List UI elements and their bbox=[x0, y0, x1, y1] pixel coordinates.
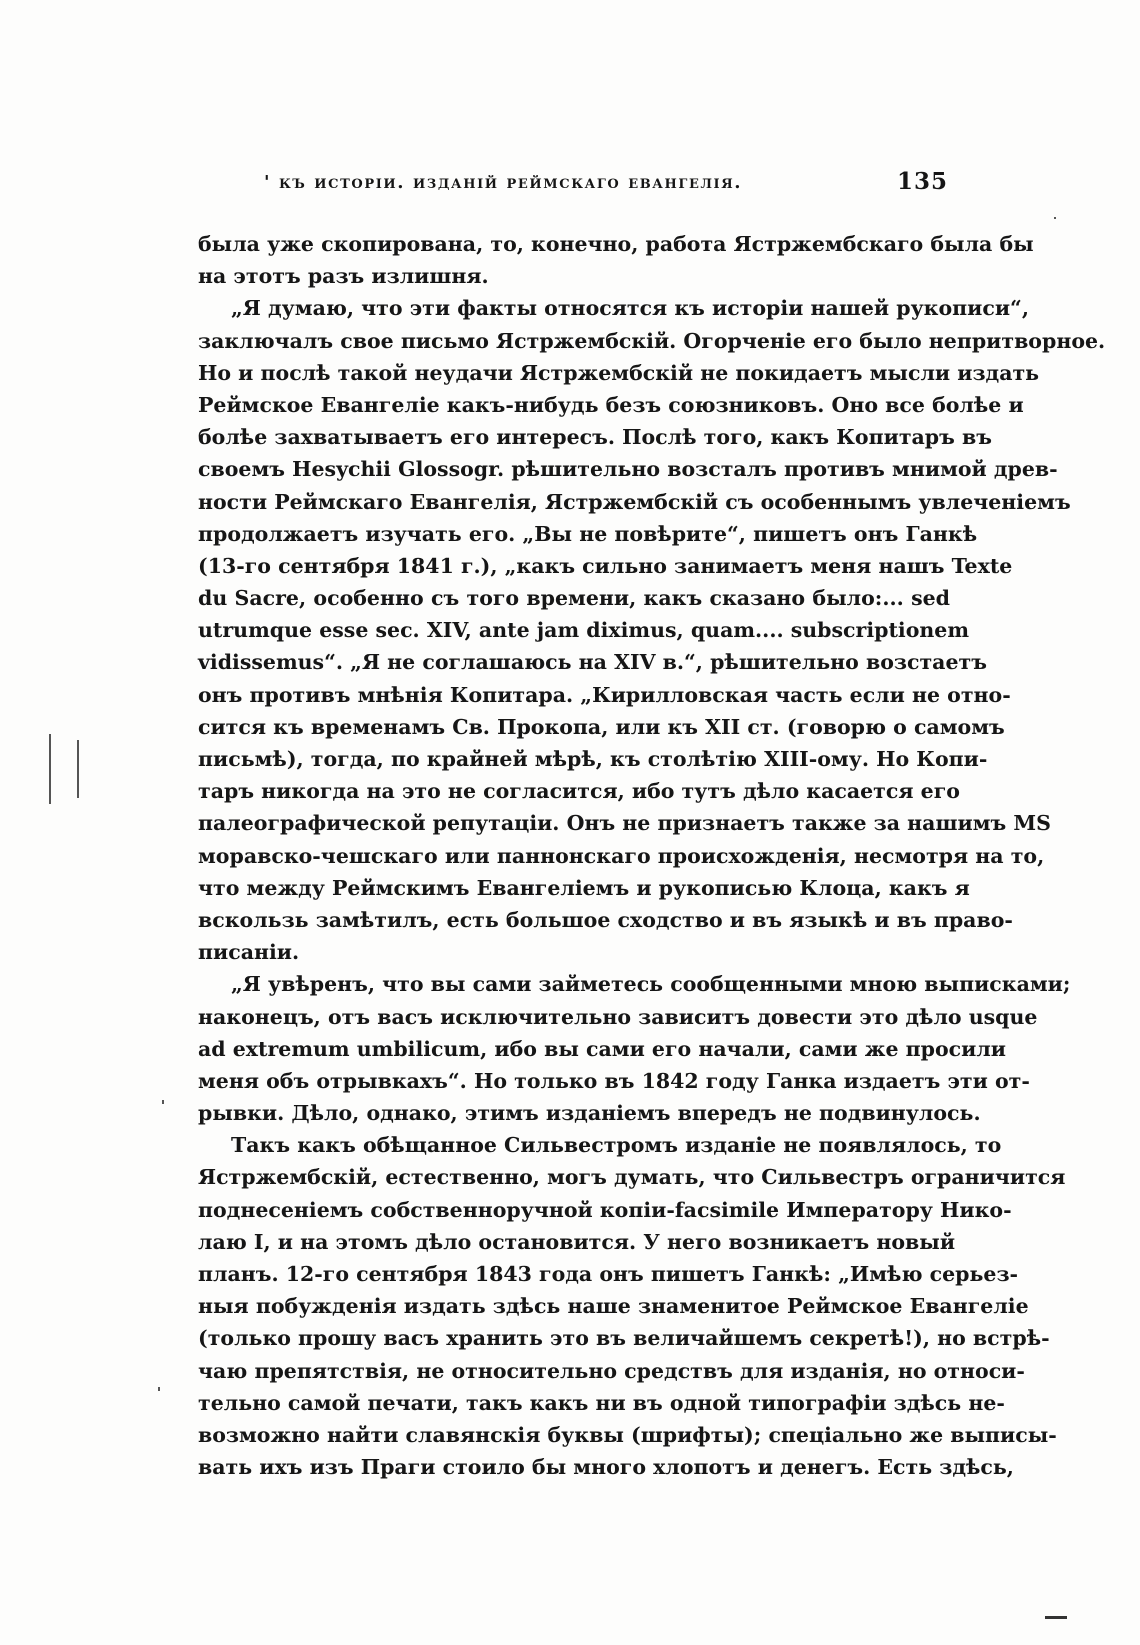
text-line: моравско-чешскаго или паннонскаго происхожденія, несмотря на то, bbox=[198, 843, 1045, 868]
text-line: Но и послѣ такой неудачи Ястржембскій не покидаетъ мысли издать bbox=[198, 360, 1040, 385]
margin-scan-mark bbox=[162, 1100, 164, 1104]
page-header bbox=[200, 170, 948, 200]
text-line: Реймское Евангеліе какъ-нибудь безъ союзниковъ. Оно все болѣе и bbox=[198, 392, 1024, 417]
text-line: Ястржембскій, естественно, могъ думать, что Сильвестръ ограничится bbox=[198, 1165, 1066, 1190]
text-line: du Sacre, особенно съ того времени, какъ сказано было:... sed bbox=[198, 586, 950, 611]
margin-scan-mark bbox=[49, 734, 51, 804]
text-line: наконецъ, отъ васъ исключительно зависитъ довести это дѣло usque bbox=[198, 1004, 1038, 1029]
text-line: (только прошу васъ хранить это въ величайшемъ секретѣ!), но встрѣ- bbox=[198, 1326, 1050, 1351]
page-number: 135 bbox=[896, 168, 948, 195]
text-line: вать ихъ изъ Праги стоило бы много хлопотъ и денегъ. Есть здѣсь, bbox=[198, 1455, 1014, 1480]
text-line: поднесеніемъ собственноручной копіи-facsimile Императору Нико- bbox=[198, 1197, 1012, 1222]
text-line: планъ. 12-го сентября 1843 года онъ пишетъ Ганкѣ: „Имѣю серьез- bbox=[198, 1262, 1019, 1286]
text-line: заключалъ свое письмо Ястржембскій. Огорченіе его было непритворное. bbox=[198, 328, 1106, 353]
text-line: рывки. Дѣло, однако, этимъ изданіемъ впередъ не подвинулось. bbox=[198, 1101, 981, 1126]
margin-scan-mark bbox=[158, 1387, 160, 1391]
text-line: болѣе захватываетъ его интересъ. Послѣ того, какъ Копитаръ въ bbox=[198, 425, 992, 450]
text-line: палеографической репутаціи. Онъ не признаетъ также за нашимъ MS bbox=[198, 811, 1051, 836]
text-line: продолжаетъ изучать его. „Вы не повѣрите“, пишетъ онъ Ганкѣ bbox=[198, 521, 978, 546]
text-line: своемъ Hesychii Glossogr. рѣшительно возсталъ противъ мнимой древ- bbox=[198, 457, 1058, 482]
running-title: ' къ исторіи. изданій реймскаго евангелія. bbox=[264, 172, 743, 193]
text-line: чаю препятствія, не относительно средствъ для изданія, но относи- bbox=[198, 1358, 1025, 1383]
text-line: меня объ отрывкахъ“. Но только въ 1842 году Ганка издаетъ эти от- bbox=[198, 1068, 1030, 1093]
margin-scan-mark bbox=[77, 740, 79, 798]
text-line: таръ никогда на это не согласится, ибо тутъ дѣло касается его bbox=[198, 779, 960, 804]
text-line: utrumque esse sec. XIV, ante jam diximus, quam.... subscriptionem bbox=[198, 618, 970, 643]
text-line: писаніи. bbox=[198, 940, 300, 965]
text-line: ныя побужденія издать здѣсь наше знаменитое Реймское Евангеліе bbox=[198, 1294, 1029, 1319]
text-line: vidissemus“. „Я не соглашаюсь на XIV в.“, рѣшительно возстаетъ bbox=[198, 650, 987, 675]
text-line: возможно найти славянскія буквы (шрифты); спеціально же выписы- bbox=[198, 1422, 1057, 1447]
text-line: Такъ какъ обѣщанное Сильвестромъ изданіе не появлялось, то bbox=[231, 1133, 1002, 1158]
text-line: сится къ временамъ Св. Прокопа, или къ XII ст. (говорю о самомъ bbox=[198, 714, 1005, 739]
text-line: лаю I, и на этомъ дѣло остановится. У него возникаетъ новый bbox=[198, 1229, 956, 1254]
text-line: „Я думаю, что эти факты относятся къ исторіи нашей рукописи“, bbox=[231, 296, 1029, 321]
margin-scan-mark bbox=[1054, 217, 1056, 219]
text-line: (13-го сентября 1841 г.), „какъ сильно занимаетъ меня нашъ Texte bbox=[198, 553, 1013, 578]
text-line: онъ противъ мнѣнія Копитара. „Кирилловская часть если не отно- bbox=[198, 682, 1011, 707]
text-line: была уже скопирована, то, конечно, работа Ястржембскаго была бы bbox=[198, 232, 1034, 256]
text-line: на этотъ разъ излишня. bbox=[198, 264, 489, 289]
margin-scan-mark bbox=[1045, 1616, 1067, 1619]
body-text bbox=[198, 228, 1106, 1483]
text-line: вскользь замѣтилъ, есть большое сходство и въ языкѣ и въ право- bbox=[198, 907, 1013, 932]
text-line: что между Реймскимъ Евангеліемъ и рукописью Клоца, какъ я bbox=[198, 875, 970, 900]
text-line: ad extremum umbilicum, ибо вы сами его начали, сами же просили bbox=[198, 1036, 1007, 1061]
text-line: ности Реймскаго Евангелія, Ястржембскій съ особеннымъ увлеченіемъ bbox=[198, 489, 1071, 514]
text-line: „Я увѣренъ, что вы сами займетесь сообщенными мною выписками; bbox=[231, 972, 1071, 997]
text-line: письмѣ), тогда, по крайней мѣрѣ, къ столѣтію XIII-ому. Но Копи- bbox=[198, 747, 988, 771]
text-line: тельно самой печати, такъ какъ ни въ одной типографіи здѣсь не- bbox=[198, 1390, 1005, 1415]
